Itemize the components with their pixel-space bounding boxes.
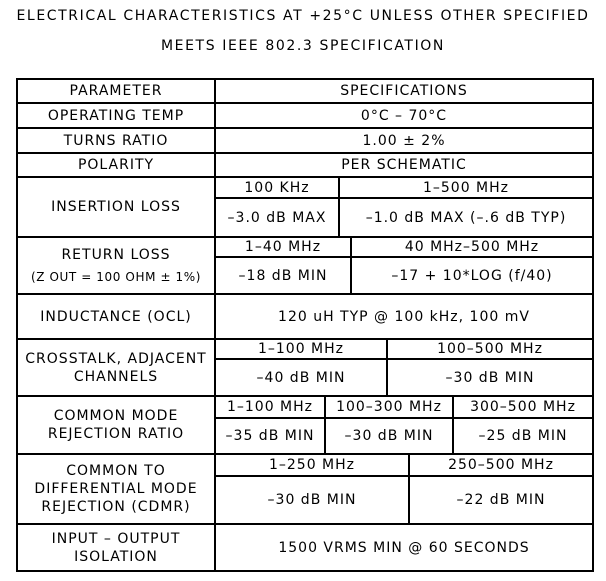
label-line: REJECTION (CDMR) bbox=[41, 499, 191, 515]
document-title: ELECTRICAL CHARACTERISTICS AT +25°C UNLESS OTHER SPECIFIED bbox=[16, 8, 590, 24]
spec-grid bbox=[216, 397, 592, 453]
spec-value: 0°C – 70°C bbox=[360, 107, 448, 124]
frequency-band: 250–500 MHz bbox=[448, 457, 554, 473]
frequency-band: 40 MHz–500 MHz bbox=[404, 239, 540, 255]
frequency-band: 1–250 MHz bbox=[216, 455, 410, 475]
parameter-label bbox=[18, 525, 216, 570]
spec-value: –25 dB MIN bbox=[454, 417, 592, 453]
label-line: CHANNELS bbox=[73, 368, 159, 385]
frequency-band: 1–40 MHz bbox=[216, 238, 352, 256]
spec-value: –3.0 dB MAX bbox=[216, 197, 340, 236]
parameter-label bbox=[18, 397, 216, 453]
label-line: INPUT – OUTPUT bbox=[51, 530, 181, 547]
parameter-label: POLARITY bbox=[18, 154, 216, 176]
table-row-return-loss bbox=[18, 238, 592, 295]
label-line: COMMON TO bbox=[66, 463, 166, 479]
table-row-cmrr bbox=[18, 397, 592, 455]
label-line: ISOLATION bbox=[74, 548, 158, 565]
parameter-label bbox=[18, 238, 216, 293]
parameter-label bbox=[18, 340, 216, 395]
spec-grid bbox=[216, 178, 592, 236]
table-row-insertion-loss bbox=[18, 178, 592, 238]
spec-value: –1.0 dB MAX (–.6 dB TYP) bbox=[340, 197, 592, 236]
table-header-row bbox=[18, 80, 592, 104]
parameter-label: INDUCTANCE (OCL) bbox=[18, 295, 216, 338]
spec-value: PER SCHEMATIC bbox=[341, 157, 467, 173]
label-line: RETURN LOSS bbox=[61, 246, 171, 263]
spec-value: –18 dB MIN bbox=[216, 256, 352, 293]
label-line: DIFFERENTIAL MODE bbox=[34, 481, 198, 497]
frequency-band: 1–100 MHz bbox=[216, 397, 326, 417]
spec-value: 1500 VRMS MIN @ 60 SECONDS bbox=[278, 539, 530, 556]
parameter-label: INSERTION LOSS bbox=[18, 178, 216, 236]
table-row-crosstalk bbox=[18, 340, 592, 397]
table-row-turns-ratio bbox=[18, 129, 592, 154]
spec-grid bbox=[216, 238, 592, 293]
table-row-operating-temp bbox=[18, 104, 592, 129]
frequency-band: 1–500 MHz bbox=[422, 179, 510, 196]
spec-value: –30 dB MIN bbox=[388, 358, 592, 395]
document-subtitle: MEETS IEEE 802.3 SPECIFICATION bbox=[160, 38, 445, 54]
spec-value: –22 dB MIN bbox=[410, 475, 592, 523]
spec-value: –40 dB MIN bbox=[216, 358, 388, 395]
table-row-cdmr bbox=[18, 455, 592, 525]
frequency-band: 100–500 MHz bbox=[437, 341, 543, 357]
spec-value: –17 + 10*LOG (f/40) bbox=[352, 256, 592, 293]
column-header-parameter: PARAMETER bbox=[18, 80, 216, 102]
spec-value: 1.00 ± 2% bbox=[362, 132, 446, 149]
table-row-polarity bbox=[18, 154, 592, 178]
frequency-band: 100–300 MHz bbox=[326, 397, 454, 417]
frequency-band: 100 KHz bbox=[216, 178, 340, 197]
frequency-band: 1–100 MHz bbox=[216, 340, 388, 358]
specifications-table bbox=[16, 78, 594, 572]
table-row-isolation bbox=[18, 525, 592, 570]
parameter-label: OPERATING TEMP bbox=[18, 104, 216, 127]
spec-value: 120 uH TYP @ 100 kHz, 100 mV bbox=[278, 308, 530, 325]
spec-grid bbox=[216, 340, 592, 395]
label-line: REJECTION RATIO bbox=[47, 426, 185, 442]
spec-value: –30 dB MIN bbox=[216, 475, 410, 523]
spec-value: –30 dB MIN bbox=[326, 417, 454, 453]
column-header-specifications: SPECIFICATIONS bbox=[340, 83, 468, 99]
label-line: COMMON MODE bbox=[53, 408, 179, 424]
spec-grid bbox=[216, 455, 592, 523]
label-line: CROSSTALK, ADJACENT bbox=[25, 350, 207, 367]
parameter-label: TURNS RATIO bbox=[18, 129, 216, 152]
label-line: (Z OUT = 100 OHM ± 1%) bbox=[30, 269, 202, 284]
spec-value: –35 dB MIN bbox=[216, 417, 326, 453]
table-row-inductance bbox=[18, 295, 592, 340]
parameter-label bbox=[18, 455, 216, 523]
frequency-band: 300–500 MHz bbox=[470, 399, 576, 415]
